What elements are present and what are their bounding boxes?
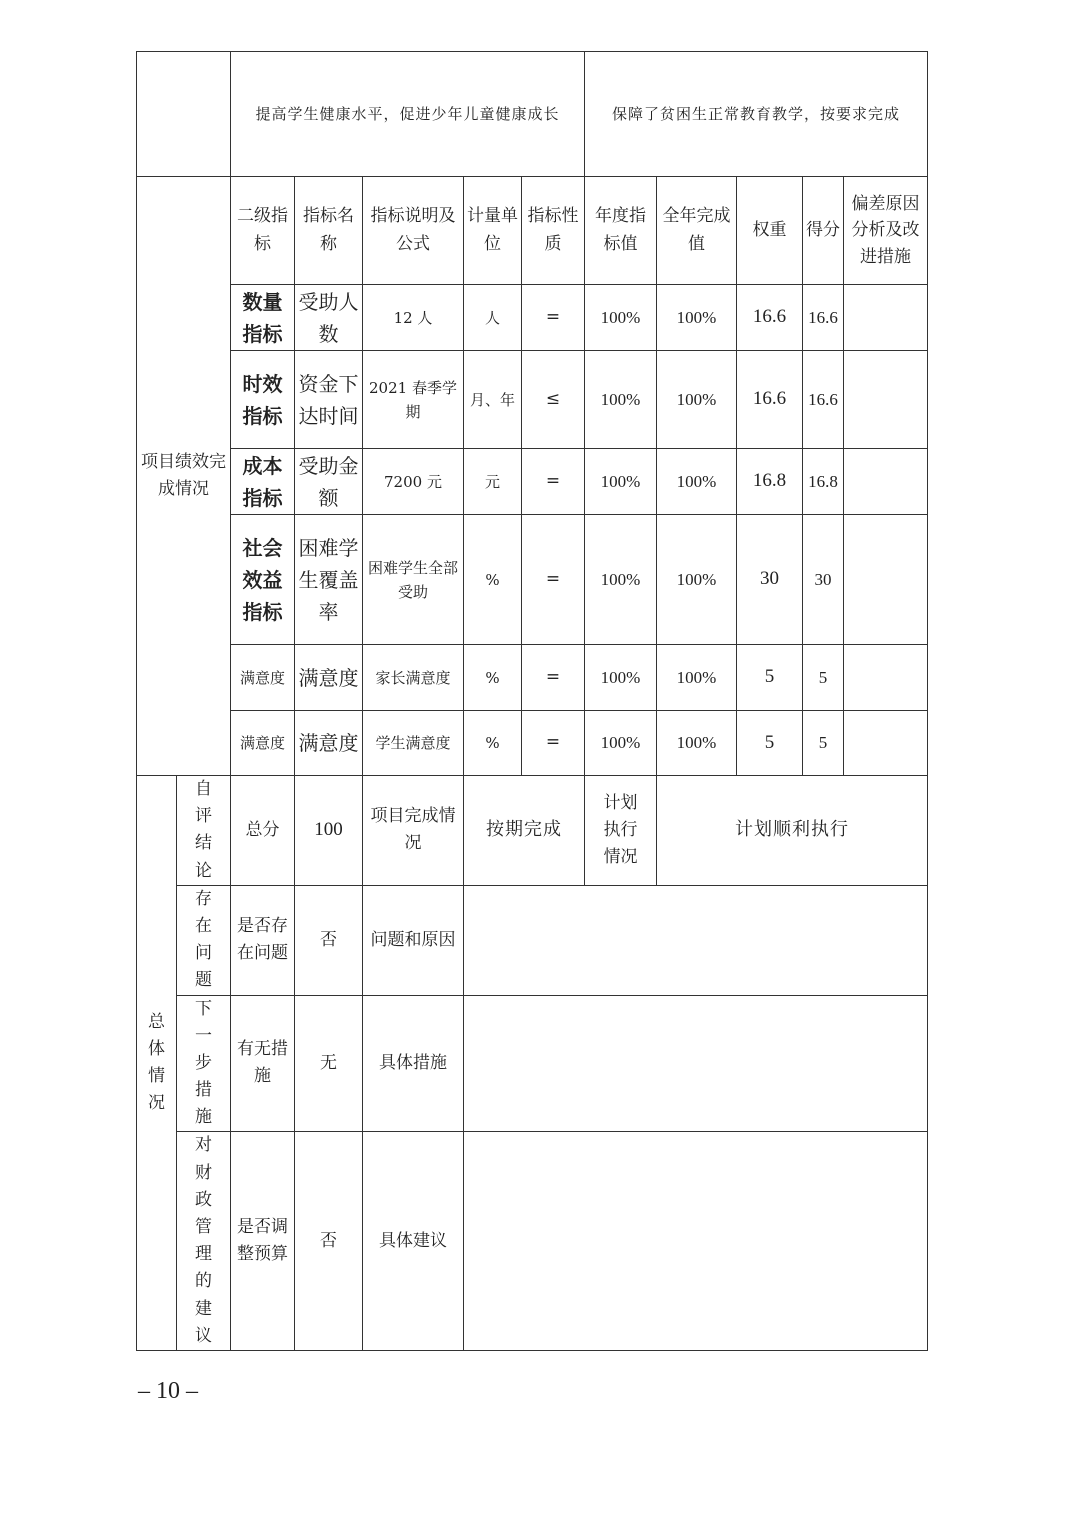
score-cell: 30: [803, 515, 844, 645]
next-steps-label: 下一步措施: [177, 995, 231, 1132]
has-measure-label: 有无措施: [231, 995, 295, 1132]
table-row: [137, 285, 928, 351]
target-cell: 100%: [585, 515, 657, 645]
nature-cell: =: [522, 285, 585, 351]
table-row: [137, 645, 928, 711]
actual-cell: 100%: [657, 645, 737, 711]
weight-cell: 16.8: [737, 449, 803, 515]
actual-cell: 100%: [657, 515, 737, 645]
actual-cell: 100%: [657, 711, 737, 776]
plan-label: 计划执行情况: [585, 776, 657, 886]
self-eval-row: [137, 776, 928, 886]
score-cell: 16.6: [803, 351, 844, 449]
deviation-cell: [844, 351, 928, 449]
deviation-cell: [844, 449, 928, 515]
deviation-cell: [844, 515, 928, 645]
level2-cell: 满意度: [231, 645, 295, 711]
overall-section-label: 总体情况: [137, 776, 177, 1351]
plan-value: 计划顺利执行: [657, 776, 928, 886]
header-name: 指标名称: [295, 177, 363, 285]
nature-cell: =: [522, 645, 585, 711]
level2-cell: 成本指标: [231, 449, 295, 515]
header-deviation: 偏差原因分析及改进措施: [844, 177, 928, 285]
header-weight: 权重: [737, 177, 803, 285]
measure-value: [464, 995, 928, 1132]
actual-cell: 100%: [657, 285, 737, 351]
name-cell: 满意度: [295, 645, 363, 711]
target-cell: 100%: [585, 645, 657, 711]
next-steps-row: [137, 995, 928, 1132]
header-row: [137, 177, 928, 285]
deviation-cell: [844, 285, 928, 351]
measure-label: 具体措施: [363, 995, 464, 1132]
weight-cell: 5: [737, 711, 803, 776]
target-cell: 100%: [585, 285, 657, 351]
level2-cell: 数量指标: [231, 285, 295, 351]
perf-section-label: 项目绩效完成情况: [137, 177, 231, 776]
advice-row: [137, 1132, 928, 1351]
header-unit: 计量单位: [464, 177, 522, 285]
name-cell: 受助人数: [295, 285, 363, 351]
desc-cell: 7200 元: [363, 449, 464, 515]
desc-cell: 困难学生全部受助: [363, 515, 464, 645]
has-problem-label: 是否存在问题: [231, 885, 295, 995]
score-cell: 5: [803, 645, 844, 711]
objective-right: 保障了贫困生正常教育教学，按要求完成: [585, 52, 928, 177]
weight-cell: 16.6: [737, 285, 803, 351]
header-score: 得分: [803, 177, 844, 285]
table-row: [137, 351, 928, 449]
has-problem-value: 否: [295, 885, 363, 995]
desc-cell: 家长满意度: [363, 645, 464, 711]
level2-cell: 满意度: [231, 711, 295, 776]
name-cell: 困难学生覆盖率: [295, 515, 363, 645]
objective-left: 提高学生健康水平，促进少年儿童健康成长: [231, 52, 585, 177]
nature-cell: ≤: [522, 351, 585, 449]
target-cell: 100%: [585, 351, 657, 449]
nature-cell: =: [522, 449, 585, 515]
weight-cell: 5: [737, 645, 803, 711]
adjust-budget-label: 是否调整预算: [231, 1132, 295, 1351]
table-row: [137, 711, 928, 776]
desc-cell: 学生满意度: [363, 711, 464, 776]
header-target: 年度指标值: [585, 177, 657, 285]
self-eval-label: 自评结论: [177, 776, 231, 886]
nature-cell: =: [522, 711, 585, 776]
has-measure-value: 无: [295, 995, 363, 1132]
total-score-label: 总分: [231, 776, 295, 886]
header-level2: 二级指标: [231, 177, 295, 285]
problem-reason-label: 问题和原因: [363, 885, 464, 995]
unit-cell: %: [464, 515, 522, 645]
unit-cell: %: [464, 645, 522, 711]
header-desc: 指标说明及公式: [363, 177, 464, 285]
level2-cell: 社会效益指标: [231, 515, 295, 645]
weight-cell: 30: [737, 515, 803, 645]
desc-cell: 12 人: [363, 285, 464, 351]
actual-cell: 100%: [657, 351, 737, 449]
target-cell: 100%: [585, 711, 657, 776]
problems-row: [137, 885, 928, 995]
advice-label: 对财政管理的建议: [177, 1132, 231, 1351]
weight-cell: 16.6: [737, 351, 803, 449]
desc-cell: 2021 春季学期: [363, 351, 464, 449]
score-cell: 5: [803, 711, 844, 776]
unit-cell: 月、年: [464, 351, 522, 449]
completion-label: 项目完成情况: [363, 776, 464, 886]
blank-cell: [137, 52, 231, 177]
header-actual: 全年完成值: [657, 177, 737, 285]
actual-cell: 100%: [657, 449, 737, 515]
deviation-cell: [844, 645, 928, 711]
deviation-cell: [844, 711, 928, 776]
score-cell: 16.6: [803, 285, 844, 351]
name-cell: 受助金额: [295, 449, 363, 515]
level2-cell: 时效指标: [231, 351, 295, 449]
problem-reason-value: [464, 885, 928, 995]
score-cell: 16.8: [803, 449, 844, 515]
target-cell: 100%: [585, 449, 657, 515]
problems-label: 存在问题: [177, 885, 231, 995]
adjust-budget-value: 否: [295, 1132, 363, 1351]
performance-table: [136, 51, 928, 1351]
name-cell: 资金下达时间: [295, 351, 363, 449]
unit-cell: %: [464, 711, 522, 776]
advice-detail-value: [464, 1132, 928, 1351]
objective-row: [137, 52, 928, 177]
unit-cell: 元: [464, 449, 522, 515]
header-nature: 指标性质: [522, 177, 585, 285]
name-cell: 满意度: [295, 711, 363, 776]
table-row: [137, 515, 928, 645]
nature-cell: =: [522, 515, 585, 645]
page-number: – 10 –: [138, 1378, 198, 1404]
total-score-value: 100: [295, 776, 363, 886]
advice-detail-label: 具体建议: [363, 1132, 464, 1351]
completion-value: 按期完成: [464, 776, 585, 886]
unit-cell: 人: [464, 285, 522, 351]
table-row: [137, 449, 928, 515]
